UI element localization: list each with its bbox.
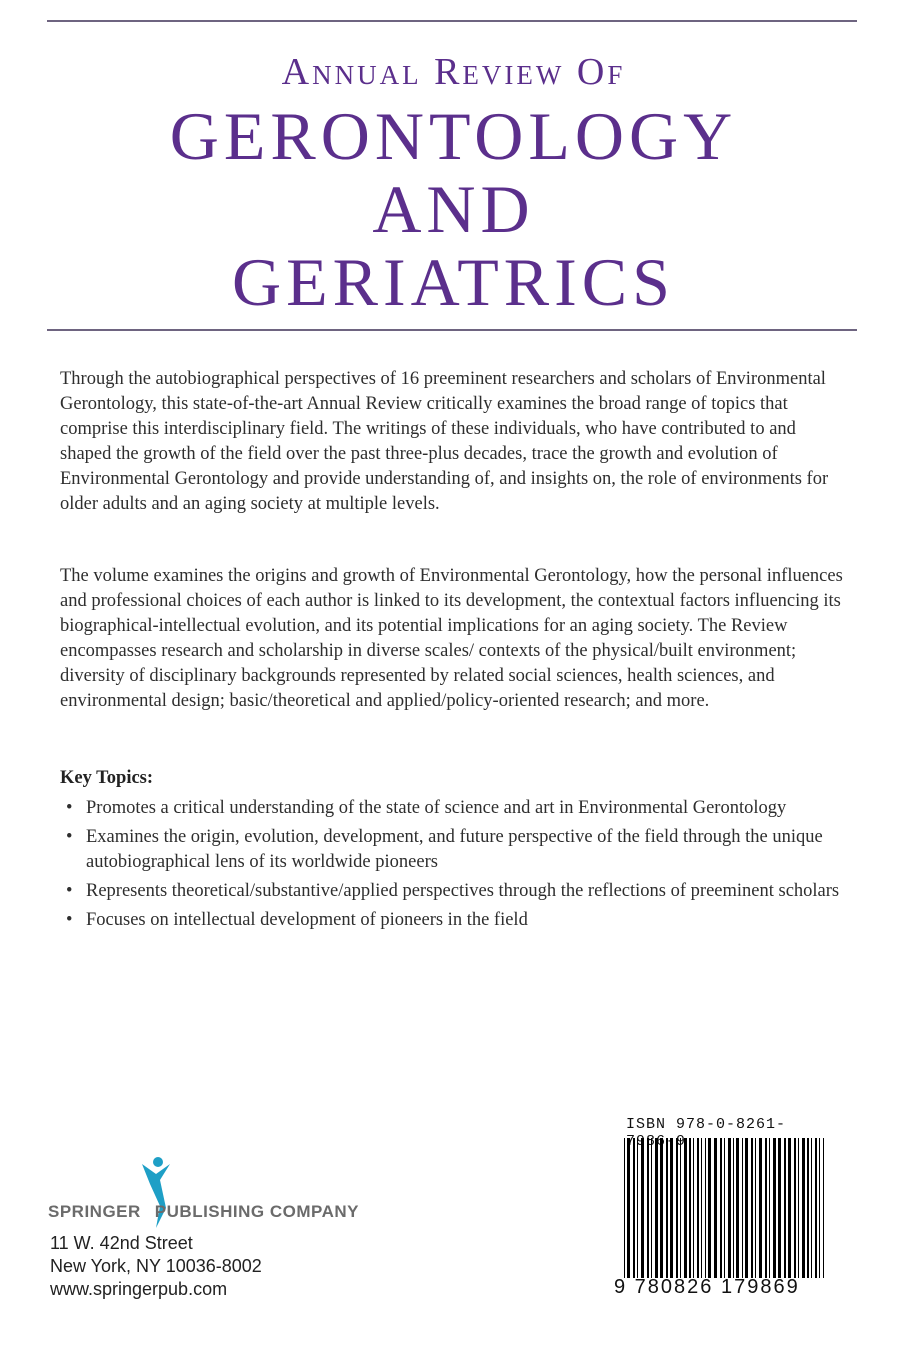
address-city: New York, NY 10036-8002: [50, 1256, 262, 1276]
barcode-bar: [697, 1138, 699, 1278]
list-item: • Promotes a critical understanding of the state of science and art in Environmental Gerontology: [62, 796, 842, 821]
barcode-bar: [798, 1138, 799, 1278]
bullet-icon: •: [66, 827, 73, 847]
title-line-1: GERONTOLOGY: [169, 98, 738, 174]
isbn-block: [614, 1116, 834, 1296]
barcode-bar: [751, 1138, 753, 1278]
barcode-bar: [708, 1138, 711, 1278]
barcode-bar: [759, 1138, 762, 1278]
barcode: [622, 1138, 830, 1278]
barcode-bar: [742, 1138, 743, 1278]
barcode-bar: [676, 1138, 678, 1278]
barcode-bar: [815, 1138, 817, 1278]
barcode-digits: 9 780826 179869: [614, 1276, 800, 1298]
barcode-bar: [641, 1138, 644, 1278]
barcode-bar: [802, 1138, 805, 1278]
address-street: 11 W. 42nd Street: [50, 1233, 193, 1253]
publisher-logo: [48, 1150, 388, 1230]
barcode-bar: [728, 1138, 731, 1278]
barcode-bar: [627, 1138, 630, 1278]
top-rule: [47, 20, 857, 22]
publisher-name: SPRINGER PUBLISHING COMPANY: [48, 1202, 359, 1221]
barcode-bar: [765, 1138, 767, 1278]
list-item: • Represents theoretical/substantive/applied perspectives through the reflections of preeminent scholars: [62, 879, 842, 904]
barcode-bar: [784, 1138, 786, 1278]
barcode-bar: [666, 1138, 668, 1278]
barcode-bar: [684, 1138, 687, 1278]
list-item: • Examines the origin, evolution, development, and future perspective of the field through the unique autobiographical lens of its worldwide pioneers: [66, 827, 823, 872]
barcode-bar: [724, 1138, 725, 1278]
barcode-bar: [624, 1138, 625, 1278]
bullet-icon: •: [66, 910, 73, 930]
title-rule: [47, 329, 857, 331]
barcode-bar: [633, 1138, 635, 1278]
barcode-bar: [736, 1138, 739, 1278]
barcode-bar: [705, 1138, 706, 1278]
barcode-bar: [807, 1138, 809, 1278]
barcode-bar: [819, 1138, 820, 1278]
barcode-bar: [811, 1138, 812, 1278]
publisher-address: [50, 1232, 262, 1301]
barcode-bar: [769, 1138, 770, 1278]
barcode-bar: [755, 1138, 756, 1278]
barcode-bar: [655, 1138, 658, 1278]
list-item: • Focuses on intellectual development of pioneers in the field: [62, 908, 842, 933]
barcode-bar: [637, 1138, 638, 1278]
barcode-bar: [689, 1138, 691, 1278]
bullet-icon: •: [66, 881, 73, 901]
barcode-bar: [794, 1138, 796, 1278]
barcode-bar: [733, 1138, 734, 1278]
barcode-bar: [647, 1138, 649, 1278]
description-paragraph-1: Through the autobiographical perspectives of 16 preeminent researchers and scholars of Environmental Gerontology, this state-of-the-art Annual Review critically examines the broad range of topics that comprise this interdisciplinary field. The writings of these individuals, who have contributed to and shaped the growth of the field over the past three-plus decades, trace the growth and evolution of Environmental Gerontology and provide understanding of, and insights on, the role of environments for older adults and an aging society at multiple levels.: [60, 369, 829, 514]
barcode-bar: [693, 1138, 694, 1278]
description-paragraph-2: The volume examines the origins and growth of Environmental Gerontology, how the personal influences and professional choices of each author is linked to its development, the contextual factors influencing its biographical-intellectual evolution, and its potential implications for an aging society. The Review encompasses research and scholarship in diverse scales/ contexts of the physical/built environment; diversity of disciplinary backgrounds represented by related social sciences, health sciences, and environmental design; basic/theoretical and applied/policy-oriented research; and more.: [60, 566, 843, 711]
barcode-bar: [778, 1138, 781, 1278]
title-line-3: GERIATRICS: [232, 244, 675, 320]
bullet-icon: •: [66, 798, 73, 818]
barcode-bar: [823, 1138, 824, 1278]
barcode-bar: [651, 1138, 652, 1278]
key-topics-heading: Key Topics:: [60, 768, 154, 788]
barcode-bar: [788, 1138, 791, 1278]
barcode-bar: [773, 1138, 776, 1278]
publisher-website: www.springerpub.com: [50, 1279, 228, 1299]
barcode-bar: [720, 1138, 722, 1278]
barcode-bar: [660, 1138, 663, 1278]
barcode-bar: [670, 1138, 673, 1278]
barcode-bar: [714, 1138, 717, 1278]
title-line-2: AND: [372, 171, 535, 247]
key-topics-list: [62, 796, 842, 937]
barcode-bar: [701, 1138, 702, 1278]
barcode-bar: [745, 1138, 748, 1278]
series-title: Annual Review Of: [281, 51, 626, 93]
isbn-label: ISBN 978-0-8261-798 9: [626, 1116, 787, 1150]
barcode-bar: [680, 1138, 681, 1278]
